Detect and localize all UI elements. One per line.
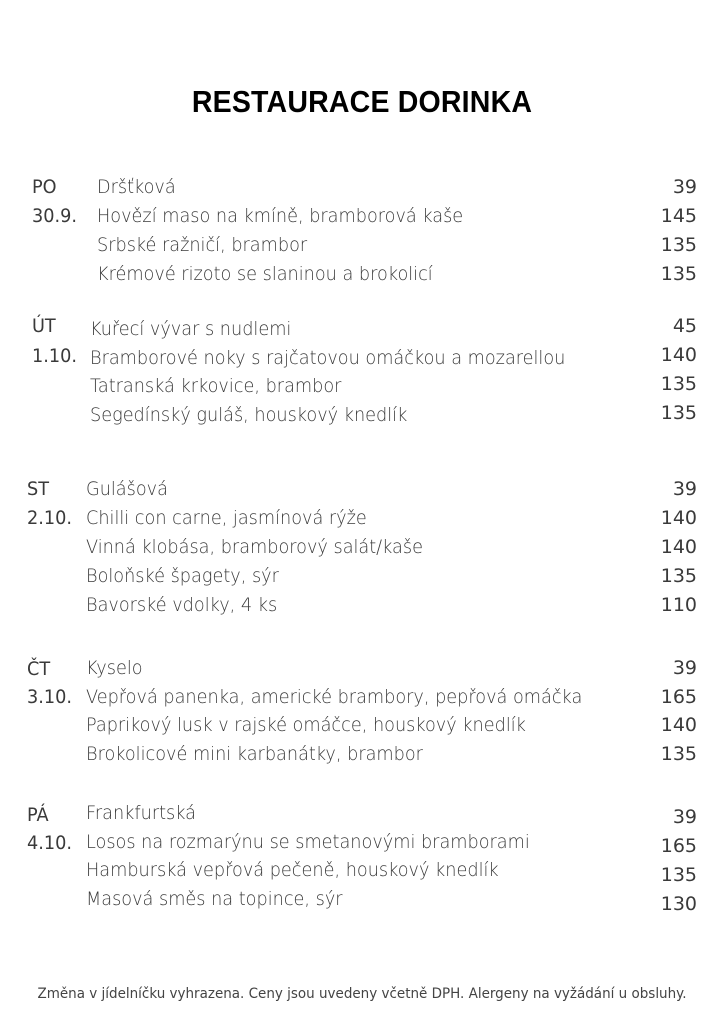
- menu-item-price: 165: [660, 686, 697, 708]
- menu-item-price: 145: [660, 205, 697, 227]
- menu-item-price: 135: [660, 263, 697, 285]
- menu-item: Vinná klobása, bramborový salát/kaše: [86, 536, 423, 558]
- day-date: 2.10.: [27, 507, 72, 529]
- menu-item-price: 135: [660, 234, 697, 256]
- day-date: 3.10.: [27, 686, 72, 708]
- day-label: PO: [32, 176, 57, 198]
- menu-item-price: 135: [660, 864, 697, 886]
- day-label: ST: [27, 478, 50, 500]
- day-label: ÚT: [32, 315, 56, 337]
- menu-item: Losos na rozmarýnu se smetanovými bramborami: [86, 831, 530, 853]
- menu-item: Hamburská vepřová pečeně, houskový knedlík: [86, 859, 499, 881]
- menu-item-price: 135: [660, 402, 697, 424]
- menu-item-price: 39: [672, 478, 697, 500]
- menu-item-price: 135: [660, 743, 697, 765]
- day-date: 30.9.: [32, 205, 77, 227]
- menu-item-price: 39: [672, 806, 697, 828]
- footer-note: Změna v jídelníčku vyhrazena. Ceny jsou uvedeny včetně DPH. Alergeny na vyžádání u obsluhy.: [37, 986, 687, 1002]
- menu-item: Vepřová panenka, americké brambory, pepřová omáčka: [86, 686, 583, 708]
- menu-item: Kyselo: [86, 657, 143, 679]
- day-date: 4.10.: [27, 832, 72, 854]
- day-date: 1.10.: [32, 345, 77, 367]
- menu-item: Bavorské vdolky, 4 ks: [86, 594, 278, 616]
- menu-item-price: 39: [672, 657, 697, 679]
- menu-item-price: 130: [660, 893, 697, 915]
- menu-item-price: 135: [660, 565, 697, 587]
- menu-item: Krémové rizoto se slaninou a brokolicí: [97, 263, 433, 285]
- menu-item-price: 140: [660, 536, 697, 558]
- menu-item: Boloňské špagety, sýr: [86, 565, 279, 587]
- menu-item-price: 110: [660, 594, 697, 616]
- menu-item: Kuřecí vývar s nudlemi: [90, 318, 292, 340]
- menu-item: Dršťková: [97, 176, 176, 198]
- menu-item-price: 39: [672, 176, 697, 198]
- menu-item: Gulášová: [86, 478, 168, 500]
- menu-item: Tatranská krkovice, brambor: [90, 375, 342, 397]
- menu-item: Srbské ražničí, brambor: [97, 234, 308, 256]
- menu-item: Segedínský guláš, houskový knedlík: [90, 404, 408, 426]
- menu-item: Paprikový lusk v rajské omáčce, houskový knedlík: [86, 714, 526, 736]
- menu-item: Hovězí maso na kmíně, bramborová kaše: [97, 205, 464, 227]
- menu-item: Masová směs na topince, sýr: [86, 888, 343, 910]
- menu-item-price: 140: [660, 714, 697, 736]
- menu-item-price: 140: [660, 344, 697, 366]
- menu-item: Bramborové noky s rajčatovou omáčkou a mozarellou: [90, 347, 566, 369]
- menu-item-price: 45: [672, 315, 697, 337]
- menu-item: Brokolicové mini karbanátky, brambor: [86, 743, 423, 765]
- menu-item: Chilli con carne, jasmínová rýže: [86, 507, 367, 529]
- restaurant-title: RESTAURACE DORINKA: [191, 84, 533, 119]
- menu-item-price: 135: [660, 373, 697, 395]
- day-label: ČT: [27, 658, 51, 680]
- menu-item-price: 140: [660, 507, 697, 529]
- day-label: PÁ: [27, 804, 49, 826]
- menu-item: Frankfurtská: [86, 802, 196, 824]
- menu-item-price: 165: [660, 835, 697, 857]
